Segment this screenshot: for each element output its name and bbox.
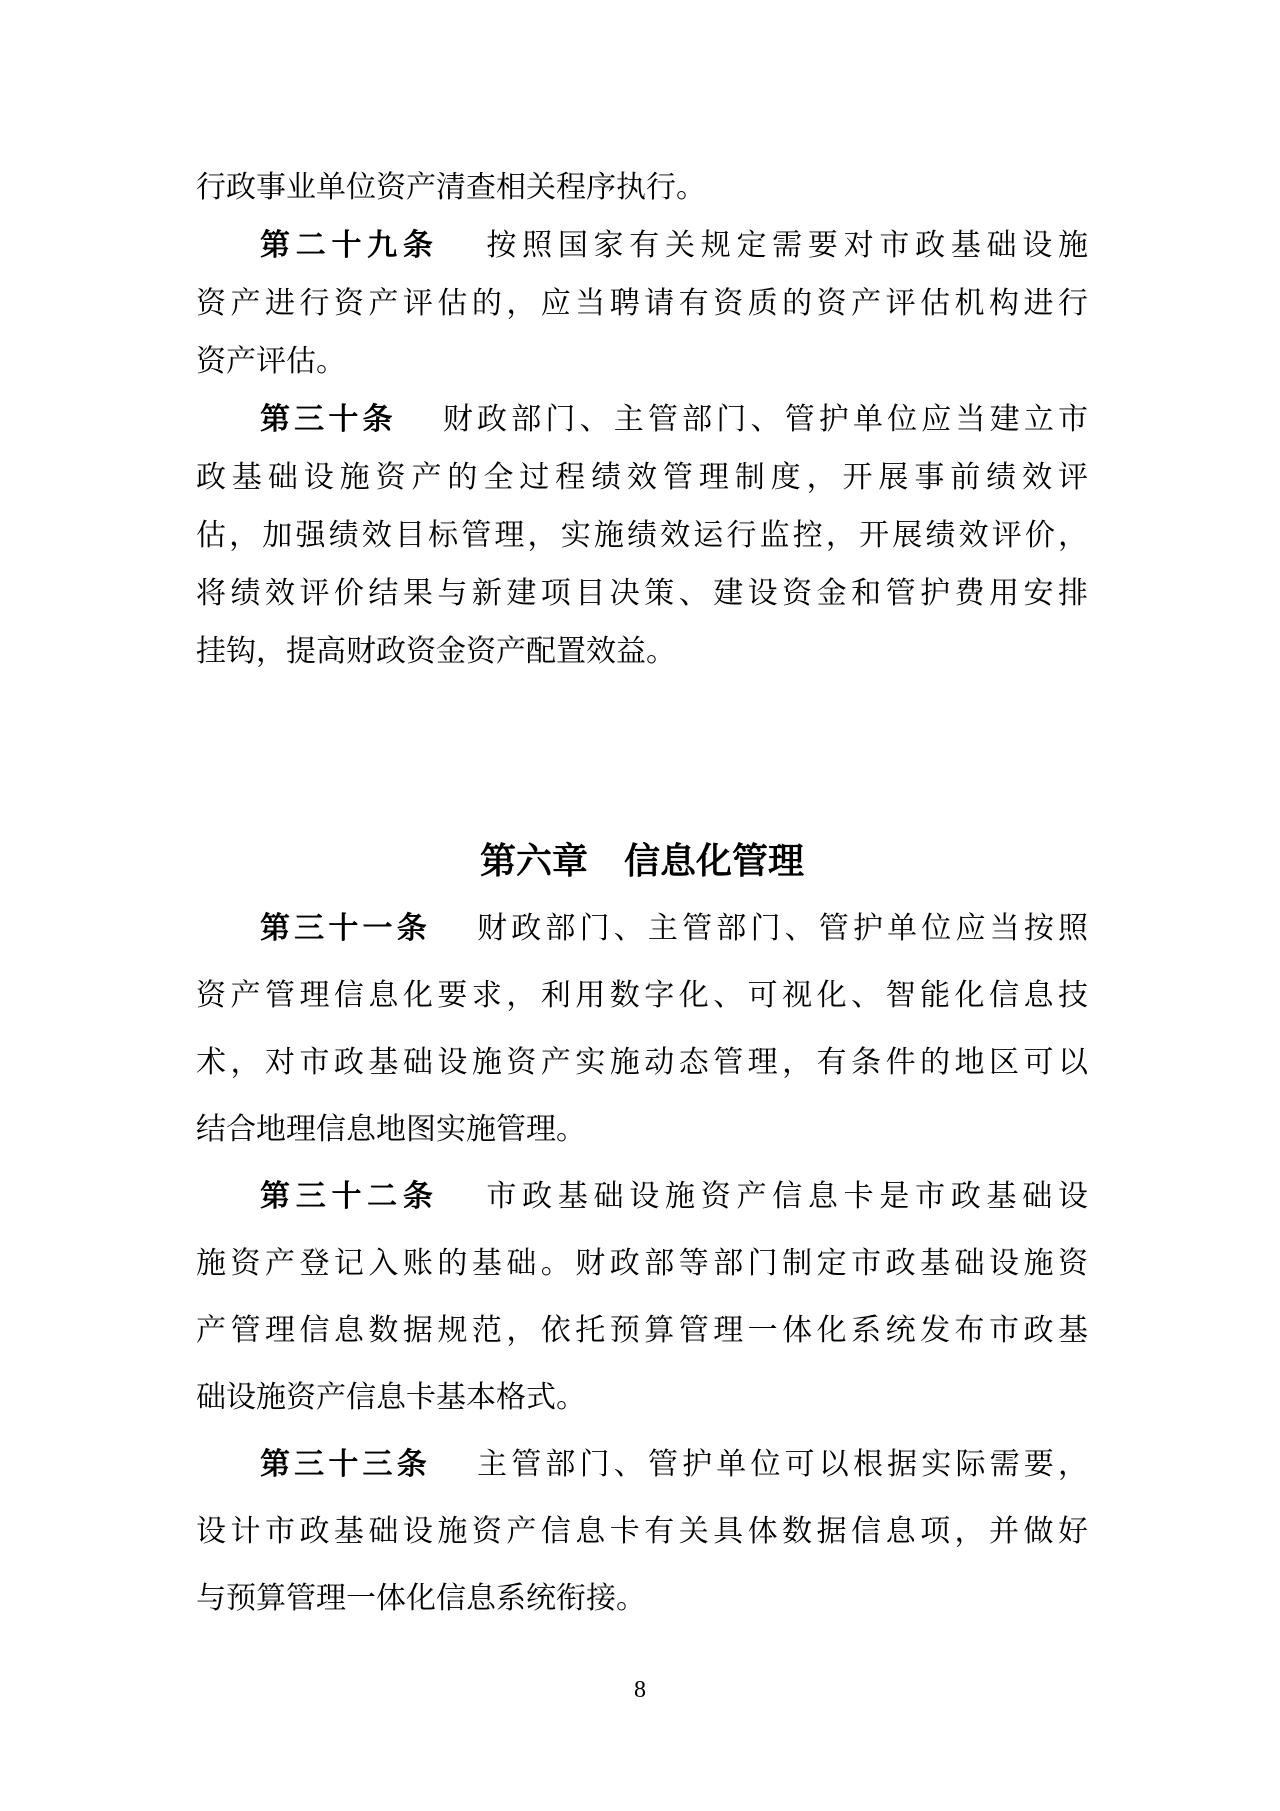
line-text: 财政部门、主管部门、管护单位应当建立市 bbox=[438, 403, 1089, 436]
text-line bbox=[196, 1297, 1088, 1364]
chapter-heading: 第六章 信息化管理 bbox=[479, 840, 804, 881]
line-text: 估，加强绩效目标管理，实施绩效运行监控，开展绩效评价， bbox=[196, 519, 1088, 552]
line-text: 施资产登记入账的基础。财政部等部门制定市政基础设施资 bbox=[196, 1247, 1088, 1280]
line-text: 础设施资产信息卡基本格式。 bbox=[196, 1381, 586, 1414]
text-line bbox=[196, 1565, 1088, 1632]
article-number: 第三十一条 bbox=[260, 912, 431, 945]
article-line bbox=[196, 217, 1088, 275]
article-line bbox=[196, 1163, 1088, 1230]
article-line bbox=[196, 391, 1088, 449]
line-text: 产管理信息数据规范，依托预算管理一体化系统发布市政基 bbox=[196, 1314, 1088, 1347]
article-line bbox=[196, 895, 1088, 962]
line-text: 资产管理信息化要求，利用数字化、可视化、智能化信息技 bbox=[196, 979, 1088, 1012]
line-text: 主管部门、管护单位可以根据实际需要， bbox=[472, 1448, 1089, 1481]
line-text: 将绩效评价结果与新建项目决策、建设资金和管护费用安排 bbox=[196, 577, 1088, 610]
line-text: 挂钩，提高财政资金资产配置效益。 bbox=[196, 635, 676, 668]
line-text: 按照国家有关规定需要对市政基础设施 bbox=[480, 229, 1089, 262]
text-line bbox=[196, 1230, 1088, 1297]
text-line bbox=[196, 449, 1088, 507]
text-line bbox=[196, 623, 1088, 681]
article-number: 第三十三条 bbox=[260, 1448, 431, 1481]
line-text: 结合地理信息地图实施管理。 bbox=[196, 1113, 586, 1146]
line-text: 财政部门、主管部门、管护单位应当按照 bbox=[472, 912, 1089, 945]
page-number: 8 bbox=[634, 1677, 646, 1703]
text-line bbox=[196, 159, 1088, 217]
text-line bbox=[196, 333, 1088, 391]
article-number: 第三十二条 bbox=[260, 1180, 439, 1213]
text-line bbox=[196, 1364, 1088, 1431]
document-body bbox=[196, 159, 1088, 1632]
article-number: 第二十九条 bbox=[260, 229, 439, 262]
line-text: 资产进行资产评估的，应当聘请有资质的资产评估机构进行 bbox=[196, 287, 1088, 320]
section-chapter-six bbox=[196, 895, 1088, 1632]
line-text: 术，对市政基础设施资产实施动态管理，有条件的地区可以 bbox=[196, 1046, 1088, 1079]
text-line bbox=[196, 565, 1088, 623]
text-line bbox=[196, 1498, 1088, 1565]
article-line bbox=[196, 1431, 1088, 1498]
line-text: 资产评估。 bbox=[196, 345, 346, 378]
line-text: 与预算管理一体化信息系统衔接。 bbox=[196, 1582, 646, 1615]
text-line bbox=[196, 1096, 1088, 1163]
text-line bbox=[196, 962, 1088, 1029]
line-text: 行政事业单位资产清查相关程序执行。 bbox=[196, 171, 706, 204]
article-number: 第三十条 bbox=[260, 403, 397, 436]
line-text: 政基础设施资产的全过程绩效管理制度，开展事前绩效评 bbox=[196, 461, 1088, 494]
text-line bbox=[196, 275, 1088, 333]
text-line bbox=[196, 507, 1088, 565]
section-pre-chapter bbox=[196, 159, 1088, 681]
line-text: 设计市政基础设施资产信息卡有关具体数据信息项，并做好 bbox=[196, 1515, 1088, 1548]
line-text: 市政基础设施资产信息卡是市政基础设 bbox=[480, 1180, 1089, 1213]
text-line bbox=[196, 1029, 1088, 1096]
